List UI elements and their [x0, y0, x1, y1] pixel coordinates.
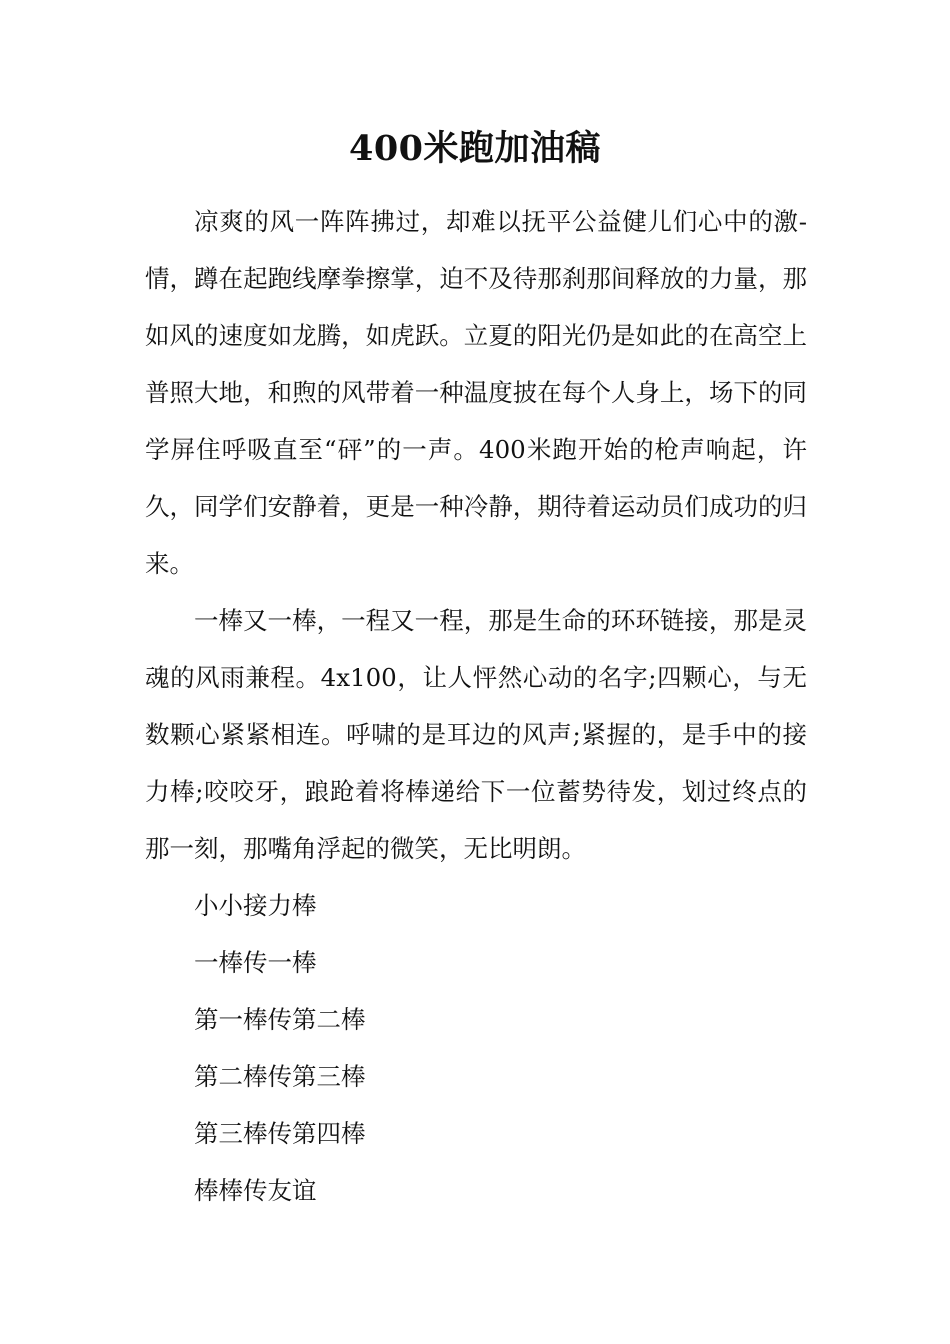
poem-line-2: 一棒传一棒 [194, 948, 317, 977]
poem-line-3: 第一棒传第二棒 [194, 1005, 366, 1034]
poem-line-4: 第二棒传第三棒 [194, 1062, 366, 1091]
document-title: 400米跑加油稿 [348, 128, 602, 169]
document-body [145, 193, 807, 1219]
poem-line-6: 棒棒传友谊 [194, 1176, 317, 1205]
poem-line-5: 第三棒传第四棒 [194, 1119, 366, 1148]
poem-line-1: 小小接力棒 [194, 891, 317, 920]
paragraph-2: 一棒又一棒，一程又一程，那是生命的环环链接，那是灵魂的风雨兼程。4x100，让人怦然心动的名字;四颗心，与无数颗心紧紧相连。呼啸的是耳边的风声;紧握的，是手中的接力棒;咬咬牙，踉跄着将棒递给下一位蓄势待发，划过终点的那一刻，那嘴角浮起的微笑，无比明朗。 [145, 606, 807, 863]
paragraph-1: 凉爽的风一阵阵拂过，却难以抚平公益健儿们心中的激-情，蹲在起跑线摩拳擦掌，迫不及待那刹那间释放的力量，那如风的速度如龙腾，如虎跃。立夏的阳光仍是如此的在高空上普照大地，和煦的风带着一种温度披在每个人身上，场下的同学屏住呼吸直至“砰”的一声。400米跑开始的枪声响起，许久，同学们安静着，更是一种冷静，期待着运动员们成功的归来。 [145, 207, 807, 578]
